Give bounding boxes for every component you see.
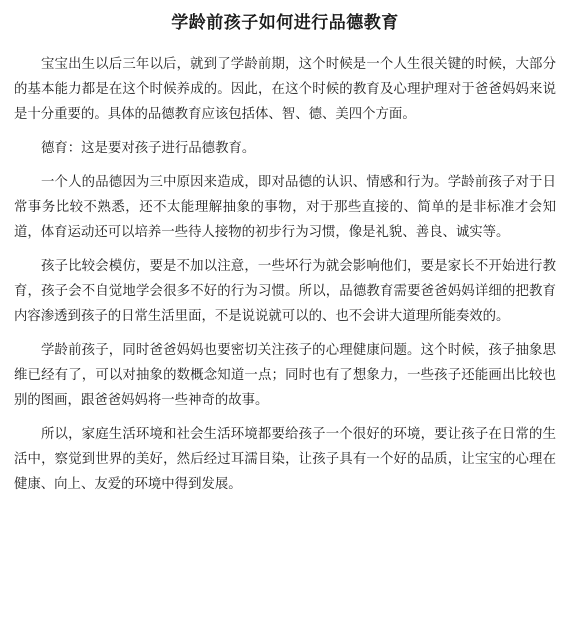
article-title: 学龄前孩子如何进行品德教育 — [171, 13, 399, 33]
paragraph-imitation: 孩子比较会模仿，要是不加以注意，一些坏行为就会影响他们，要是家长不开始进行教育，孩子会不自觉地学会很多不好的行为习惯。所以，品德教育需要爸爸妈妈详细的把教育内容渗透到孩子的日常生活里面，不是说说就可以的、也不会讲大道理所能奏效的。 — [14, 259, 556, 324]
paragraph-moral-causes: 一个人的品德因为三中原因来造成，即对品德的认识、情感和行为。学龄前孩子对于日常事务比较不熟悉，还不太能理解抽象的事物，对于那些直接的、简单的是非标准才会知道，体育运动还可以培养一些待人接物的初步行为习惯，像是礼貌、善良、诚实等。 — [14, 175, 556, 240]
paragraph-moral-education: 德育：这是要对孩子进行品德教育。 — [41, 141, 256, 156]
paragraph-conclusion: 所以，家庭生活环境和社会生活环境都要给孩子一个很好的环境，要让孩子在日常的生活中，察觉到世界的美好，然后经过耳濡目染，让孩子具有一个好的品质，让宝宝的心理在健康、向上、友爱的环境中得到发展。 — [14, 427, 556, 492]
article-body — [14, 10, 556, 497]
paragraph-intro: 宝宝出生以后三年以后，就到了学龄前期，这个时候是一个人生很关键的时候，大部分的基本能力都是在这个时候养成的。因此，在这个时候的教育及心理护理对于爸爸妈妈来说是十分重要的。具体的品德教育应该包括体、智、德、美四个方面。 — [14, 57, 556, 122]
paragraph-mental-health: 学龄前孩子，同时爸爸妈妈也要密切关注孩子的心理健康问题。这个时候，孩子抽象思维已经有了，可以对抽象的数概念知道一点；同时也有了想象力，一些孩子还能画出比较也别的图画，跟爸爸妈妈将一些神奇的故事。 — [14, 343, 556, 408]
